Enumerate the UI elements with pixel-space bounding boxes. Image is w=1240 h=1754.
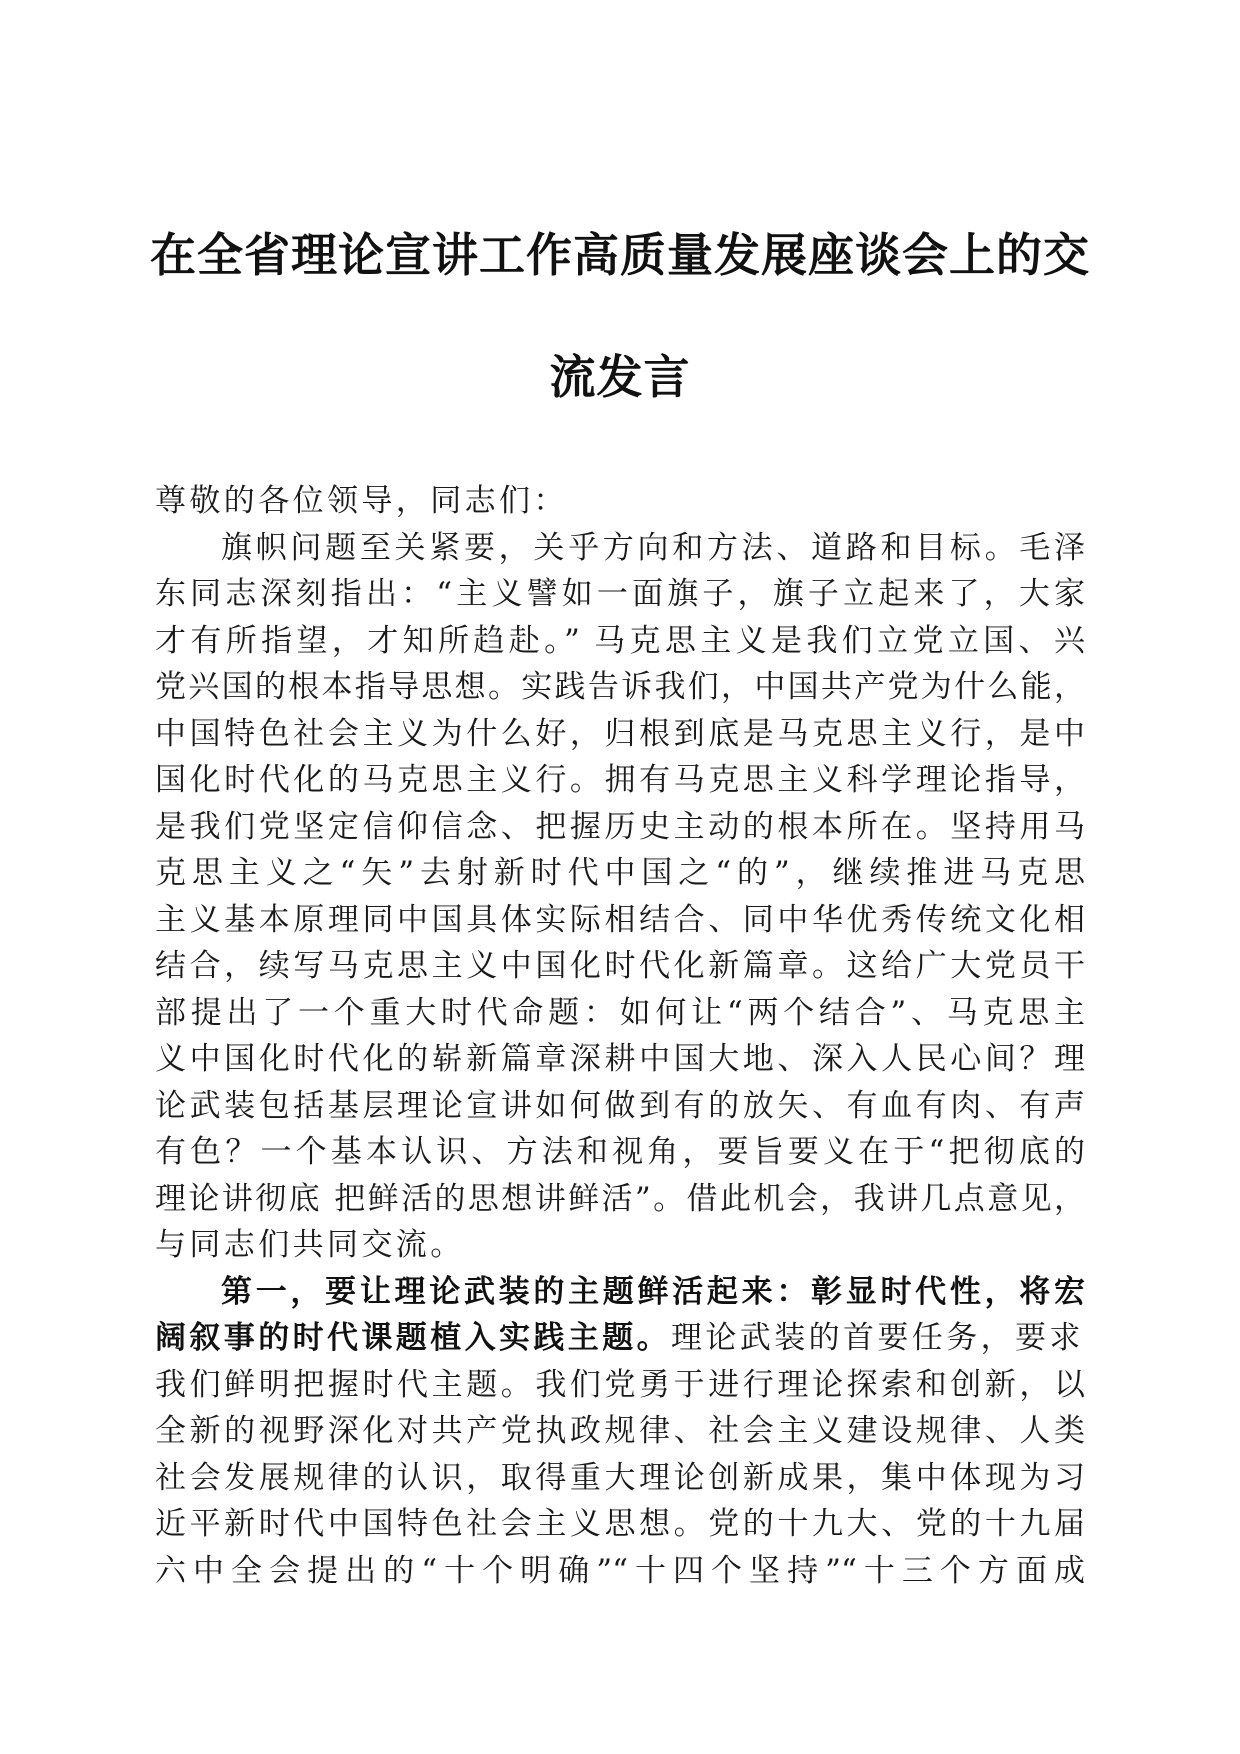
salutation: 尊敬的各位领导，同志们： bbox=[155, 483, 568, 519]
paragraph-line: 义中国化时代化的崭新篇章深耕中国大地、深入人民心间？理 bbox=[155, 1041, 1085, 1077]
paragraph-line: 论武装包括基层理论宣讲如何做到有的放矢、有血有肉、有声 bbox=[155, 1087, 1085, 1124]
paragraph-line: 才有所指望，才知所趋赴。” 马克思主义是我们立党立国、兴 bbox=[155, 622, 1085, 659]
paragraph-line: 近平新时代中国特色社会主义思想。党的十九大、党的十九届 bbox=[155, 1506, 1085, 1542]
paragraph-line: 全新的视野深化对共产党执政规律、社会主义建设规律、人类 bbox=[155, 1413, 1085, 1449]
section-heading-line: 阔叙事的时代课题植入实践主题。理论武装的首要任务，要求 bbox=[155, 1320, 1084, 1356]
paragraph-line: 是我们党坚定信仰信念、把握历史主动的根本所在。坚持用马 bbox=[155, 808, 1085, 845]
paragraph-line: 克思主义之“矢”去射新时代中国之“的”，继续推进马克思 bbox=[155, 855, 1085, 891]
paragraph-line: 主义基本原理同中国具体实际相结合、同中华优秀传统文化相 bbox=[155, 901, 1085, 938]
paragraph-line: 结合，续写马克思主义中国化时代化新篇章。这给广大党员干 bbox=[155, 948, 1085, 984]
paragraph-line: 党兴国的根本指导思想。实践告诉我们，中国共产党为什么能， bbox=[155, 669, 1085, 705]
paragraph-line: 中国特色社会主义为什么好，归根到底是马克思主义行，是中 bbox=[155, 715, 1085, 752]
paragraph-line: 六中全会提出的“十个明确”“十四个坚持”“十三个方面成 bbox=[155, 1552, 1085, 1589]
paragraph-line: 旗帜问题至关紧要，关乎方向和方法、道路和目标。毛泽 bbox=[221, 529, 1085, 566]
paragraph-line: 我们鲜明把握时代主题。我们党勇于进行理论探索和创新，以 bbox=[155, 1366, 1085, 1403]
section-heading-text: 第一，要让理论武装的主题鲜活起来：彰显时代性，将宏 bbox=[221, 1273, 1085, 1310]
paragraph-line: 理论讲彻底 把鲜活的思想讲鲜活”。借此机会，我讲几点意见， bbox=[155, 1180, 1085, 1217]
document-title-line-1: 在全省理论宣讲工作高质量发展座谈会上的交 bbox=[150, 228, 1090, 282]
paragraph-line: 社会发展规律的认识，取得重大理论创新成果，集中体现为习 bbox=[155, 1459, 1085, 1496]
section-heading-line bbox=[155, 1269, 1085, 1316]
paragraph-line: 与同志们共同交流。 bbox=[155, 1227, 465, 1263]
paragraph-line: 国化时代化的马克思主义行。拥有马克思主义科学理论指导， bbox=[155, 762, 1085, 798]
document-title-line-2: 流发言 bbox=[549, 350, 691, 404]
paragraph-line: 有色？一个基本认识、方法和视角，要旨要义在于“把彻底的 bbox=[155, 1134, 1085, 1170]
document-body bbox=[155, 478, 1085, 1594]
paragraph-line: 东同志深刻指出：“主义譬如一面旗子，旗子立起来了，大家 bbox=[155, 576, 1085, 612]
section-heading-text: 阔叙事的时代课题植入实践主题。 bbox=[155, 1320, 671, 1356]
paragraph-line: 部提出了一个重大时代命题：如何让“两个结合”、马克思主 bbox=[155, 994, 1085, 1031]
